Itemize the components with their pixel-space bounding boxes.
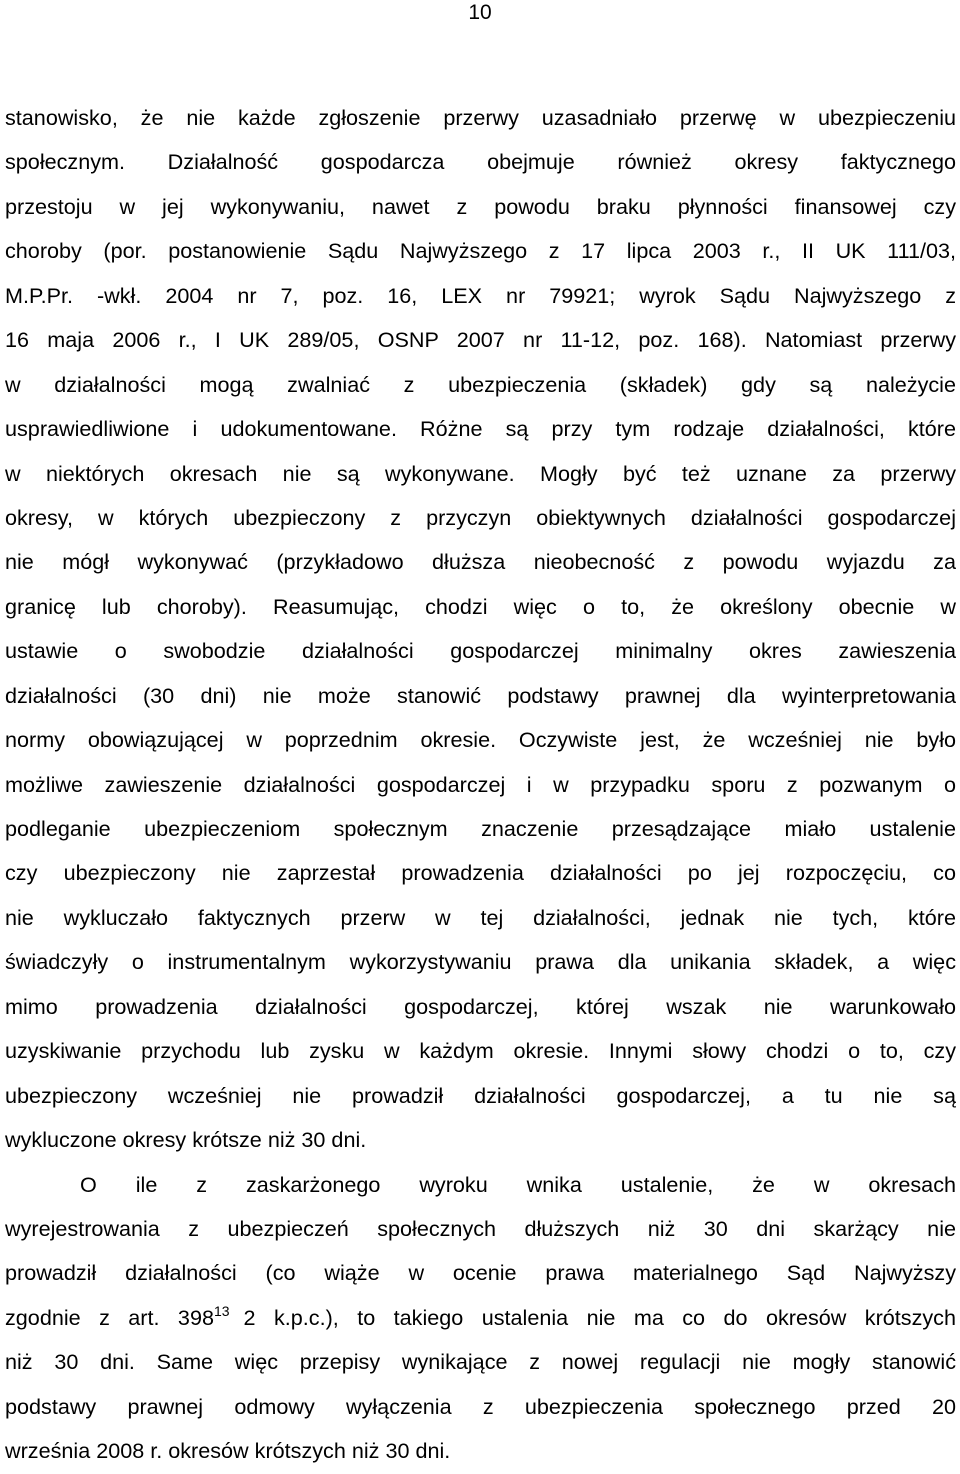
paragraph-line: nie wykluczało faktycznych przerw w tej działalności, jednak nie tych, które xyxy=(5,904,956,930)
paragraph-line: choroby (por. postanowienie Sądu Najwyższego z 17 lipca 2003 r., II UK 111/03, xyxy=(5,238,956,264)
citation-suffix: 2 k.p.c.), to takiego ustalenia nie ma co do okresów krótszych xyxy=(243,1304,956,1330)
article-superscript: 13 xyxy=(213,1302,230,1319)
paragraph-line: ustawie o swobodzie działalności gospodarczej minimalny okres zawieszenia xyxy=(5,638,956,664)
paragraph-line: 16 maja 2006 r., I UK 289/05, OSNP 2007 nr 11-12, poz. 168). Natomiast przerwy xyxy=(5,327,956,353)
paragraph-line: nie mógł wykonywać (przykładowo dłuższa nieobecność z powodu wyjazdu za xyxy=(5,549,956,575)
paragraph-line: prowadził działalności (co wiąże w ocenie prawa materialnego Sąd Najwyższy xyxy=(5,1260,956,1286)
paragraph-line: wykluczone okresy krótsze niż 30 dni. xyxy=(5,1127,367,1153)
paragraph-line: września 2008 r. okresów krótszych niż 30 dni. xyxy=(5,1438,451,1464)
paragraph-line: w działalności mogą zwalniać z ubezpieczenia (składek) gdy są należycie xyxy=(5,371,956,397)
paragraph-line: podstawy prawnej odmowy wyłączenia z ubezpieczenia społecznego przed 20 xyxy=(5,1393,956,1419)
paragraph-line: czy ubezpieczony nie zaprzestał prowadzenia działalności po jej rozpoczęciu, co xyxy=(5,860,956,886)
paragraph-line: ubezpieczony wcześniej nie prowadził działalności gospodarczej, a tu nie są xyxy=(5,1082,956,1108)
body-text xyxy=(5,96,956,1474)
paragraph-line: O ile z zaskarżonego wyroku wnika ustalenie, że w okresach xyxy=(80,1171,956,1197)
paragraph-line: usprawiedliwione i udokumentowane. Różne są przy tym rodzaje działalności, które xyxy=(5,416,956,442)
paragraph-line: M.P.Pr. -wkł. 2004 nr 7, poz. 16, LEX nr 79921; wyrok Sądu Najwyższego z xyxy=(5,282,956,308)
paragraph-line: uzyskiwanie przychodu lub zysku w każdym okresie. Innymi słowy chodzi o to, czy xyxy=(5,1038,956,1064)
paragraph-line: możliwe zawieszenie działalności gospodarczej i w przypadku sporu z pozwanym o xyxy=(5,771,956,797)
page-number: 10 xyxy=(468,1,492,24)
paragraph-line: normy obowiązującej w poprzednim okresie. Oczywiste jest, że wcześniej nie było xyxy=(5,727,956,753)
paragraph-line: przestoju w jej wykonywaniu, nawet z powodu braku płynności finansowej czy xyxy=(5,193,956,219)
paragraph-line: granicę lub choroby). Reasumując, chodzi więc o to, że określony obecnie w xyxy=(5,593,956,619)
paragraph-line: w niektórych okresach nie są wykonywane. Mogły być też uznane za przerwy xyxy=(5,460,956,486)
paragraph-line: działalności (30 dni) nie może stanowić podstawy prawnej dla wyinterpretowania xyxy=(5,682,956,708)
paragraph-1 xyxy=(5,96,956,1163)
paragraph-line: społecznym. Działalność gospodarcza obejmuje również okresy faktycznego xyxy=(5,149,956,175)
paragraph-2 xyxy=(5,1163,956,1474)
paragraph-line: podleganie ubezpieczeniom społecznym znaczenie przesądzające miało ustalenie xyxy=(5,816,956,841)
paragraph-line: świadczyły o instrumentalnym wykorzystywaniu prawa dla unikania składek, a więc xyxy=(5,949,956,975)
paragraph-line: mimo prowadzenia działalności gospodarczej, której wszak nie warunkowało xyxy=(5,993,956,1019)
paragraph-line-with-citation xyxy=(5,1296,956,1340)
paragraph-line: wyrejestrowania z ubezpieczeń społecznych dłuższych niż 30 dni skarżący nie xyxy=(5,1215,956,1241)
paragraph-line: niż 30 dni. Same więc przepisy wynikające z nowej regulacji nie mogły stanowić xyxy=(5,1349,956,1375)
citation-prefix: zgodnie z art. 398 xyxy=(5,1304,214,1330)
paragraph-line: stanowisko, że nie każde zgłoszenie przerwy uzasadniało przerwę w ubezpieczeniu xyxy=(5,105,956,130)
paragraph-line: okresy, w których ubezpieczony z przyczyn obiektywnych działalności gospodarczej xyxy=(5,504,956,530)
